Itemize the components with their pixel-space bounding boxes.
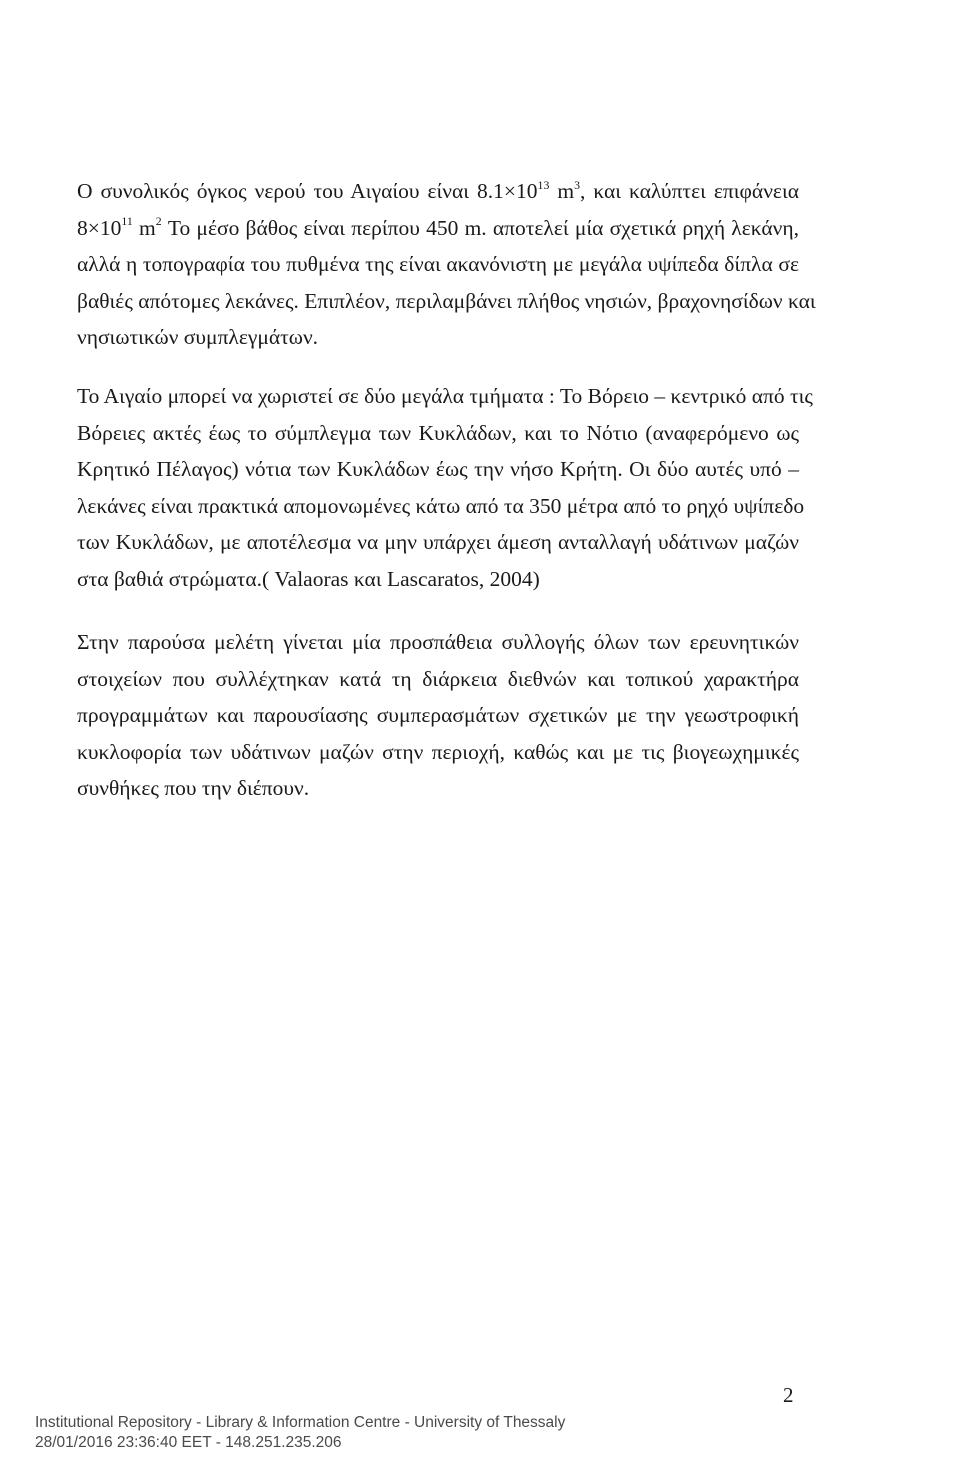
text-line: Βόρειες ακτές έως το σύμπλεγμα των Κυκλάδων, και το Νότιο (αναφερόμενο ως [77, 420, 799, 445]
footer-timestamp-line: 28/01/2016 23:36:40 EET - 148.251.235.206 [35, 1434, 342, 1451]
page-number: 2 [783, 1383, 794, 1407]
footer-repository-line: Institutional Repository - Library & Information Centre - University of Thessaly [35, 1414, 566, 1431]
text-line: νησιωτικών συμπλεγμάτων. [77, 325, 319, 349]
text-line: στοιχείων που συλλέχτηκαν κατά τη διάρκεια διεθνών και τοπικού χαρακτήρα [77, 666, 799, 691]
text-line: Κρητικό Πέλαγος) νότια των Κυκλάδων έως την νήσο Κρήτη. Οι δύο αυτές υπό – [77, 457, 799, 481]
text-line: κυκλοφορία των υδάτινων μαζών στην περιοχή, καθώς και με τις βιογεωχημικές [77, 739, 799, 764]
text-line: $8\times 10^{11}$ $m^2$ Το μέσο βάθος είναι περίπου 450 m. αποτελεί μία σχετικά ρηχή λεκάνη, [77, 214, 799, 240]
text-line: Στην παρούσα μελέτη γίνεται μία προσπάθεια συλλογής όλων των ερευνητικών [77, 630, 799, 654]
text-line: των Κυκλάδων, με αποτέλεσμα να μην υπάρχει άμεση ανταλλαγή υδάτινων μαζών [77, 530, 799, 554]
text-line: αλλά η τοπογραφία του πυθμένα της είναι ακανόνιστη με μεγάλα υψίπεδα δίπλα σε [77, 252, 799, 276]
text-line: Ο συνολικός όγκος νερού του Αιγαίου είναι $8.1\times 10^{13}$ $m^3$, και καλύπτει επιφάνεια [77, 177, 799, 203]
paragraph-aegean-volume [77, 173, 816, 356]
text-line: συνθήκες που την διέπουν. [77, 776, 310, 800]
text-line: προγραμμάτων και παρουσίασης συμπερασμάτων σχετικών με την γεωστροφική [77, 703, 799, 727]
paragraph-study-purpose [77, 624, 799, 807]
text-line: Το Αιγαίο μπορεί να χωριστεί σε δύο μεγάλα τμήματα : Το Βόρειο – κεντρικό από τις [77, 384, 813, 408]
paragraph-aegean-basins [77, 378, 813, 597]
text-line: λεκάνες είναι πρακτικά απομονωμένες κάτω από τα 350 μέτρα από το ρηχό υψίπεδο [77, 493, 805, 518]
text-line: βαθιές απότομες λεκάνες. Επιπλέον, περιλαμβάνει πλήθος νησιών, βραχονησίδων και [77, 288, 816, 313]
text-line: στα βαθιά στρώματα.( Valaoras και Lascaratos, 2004) [77, 566, 540, 591]
